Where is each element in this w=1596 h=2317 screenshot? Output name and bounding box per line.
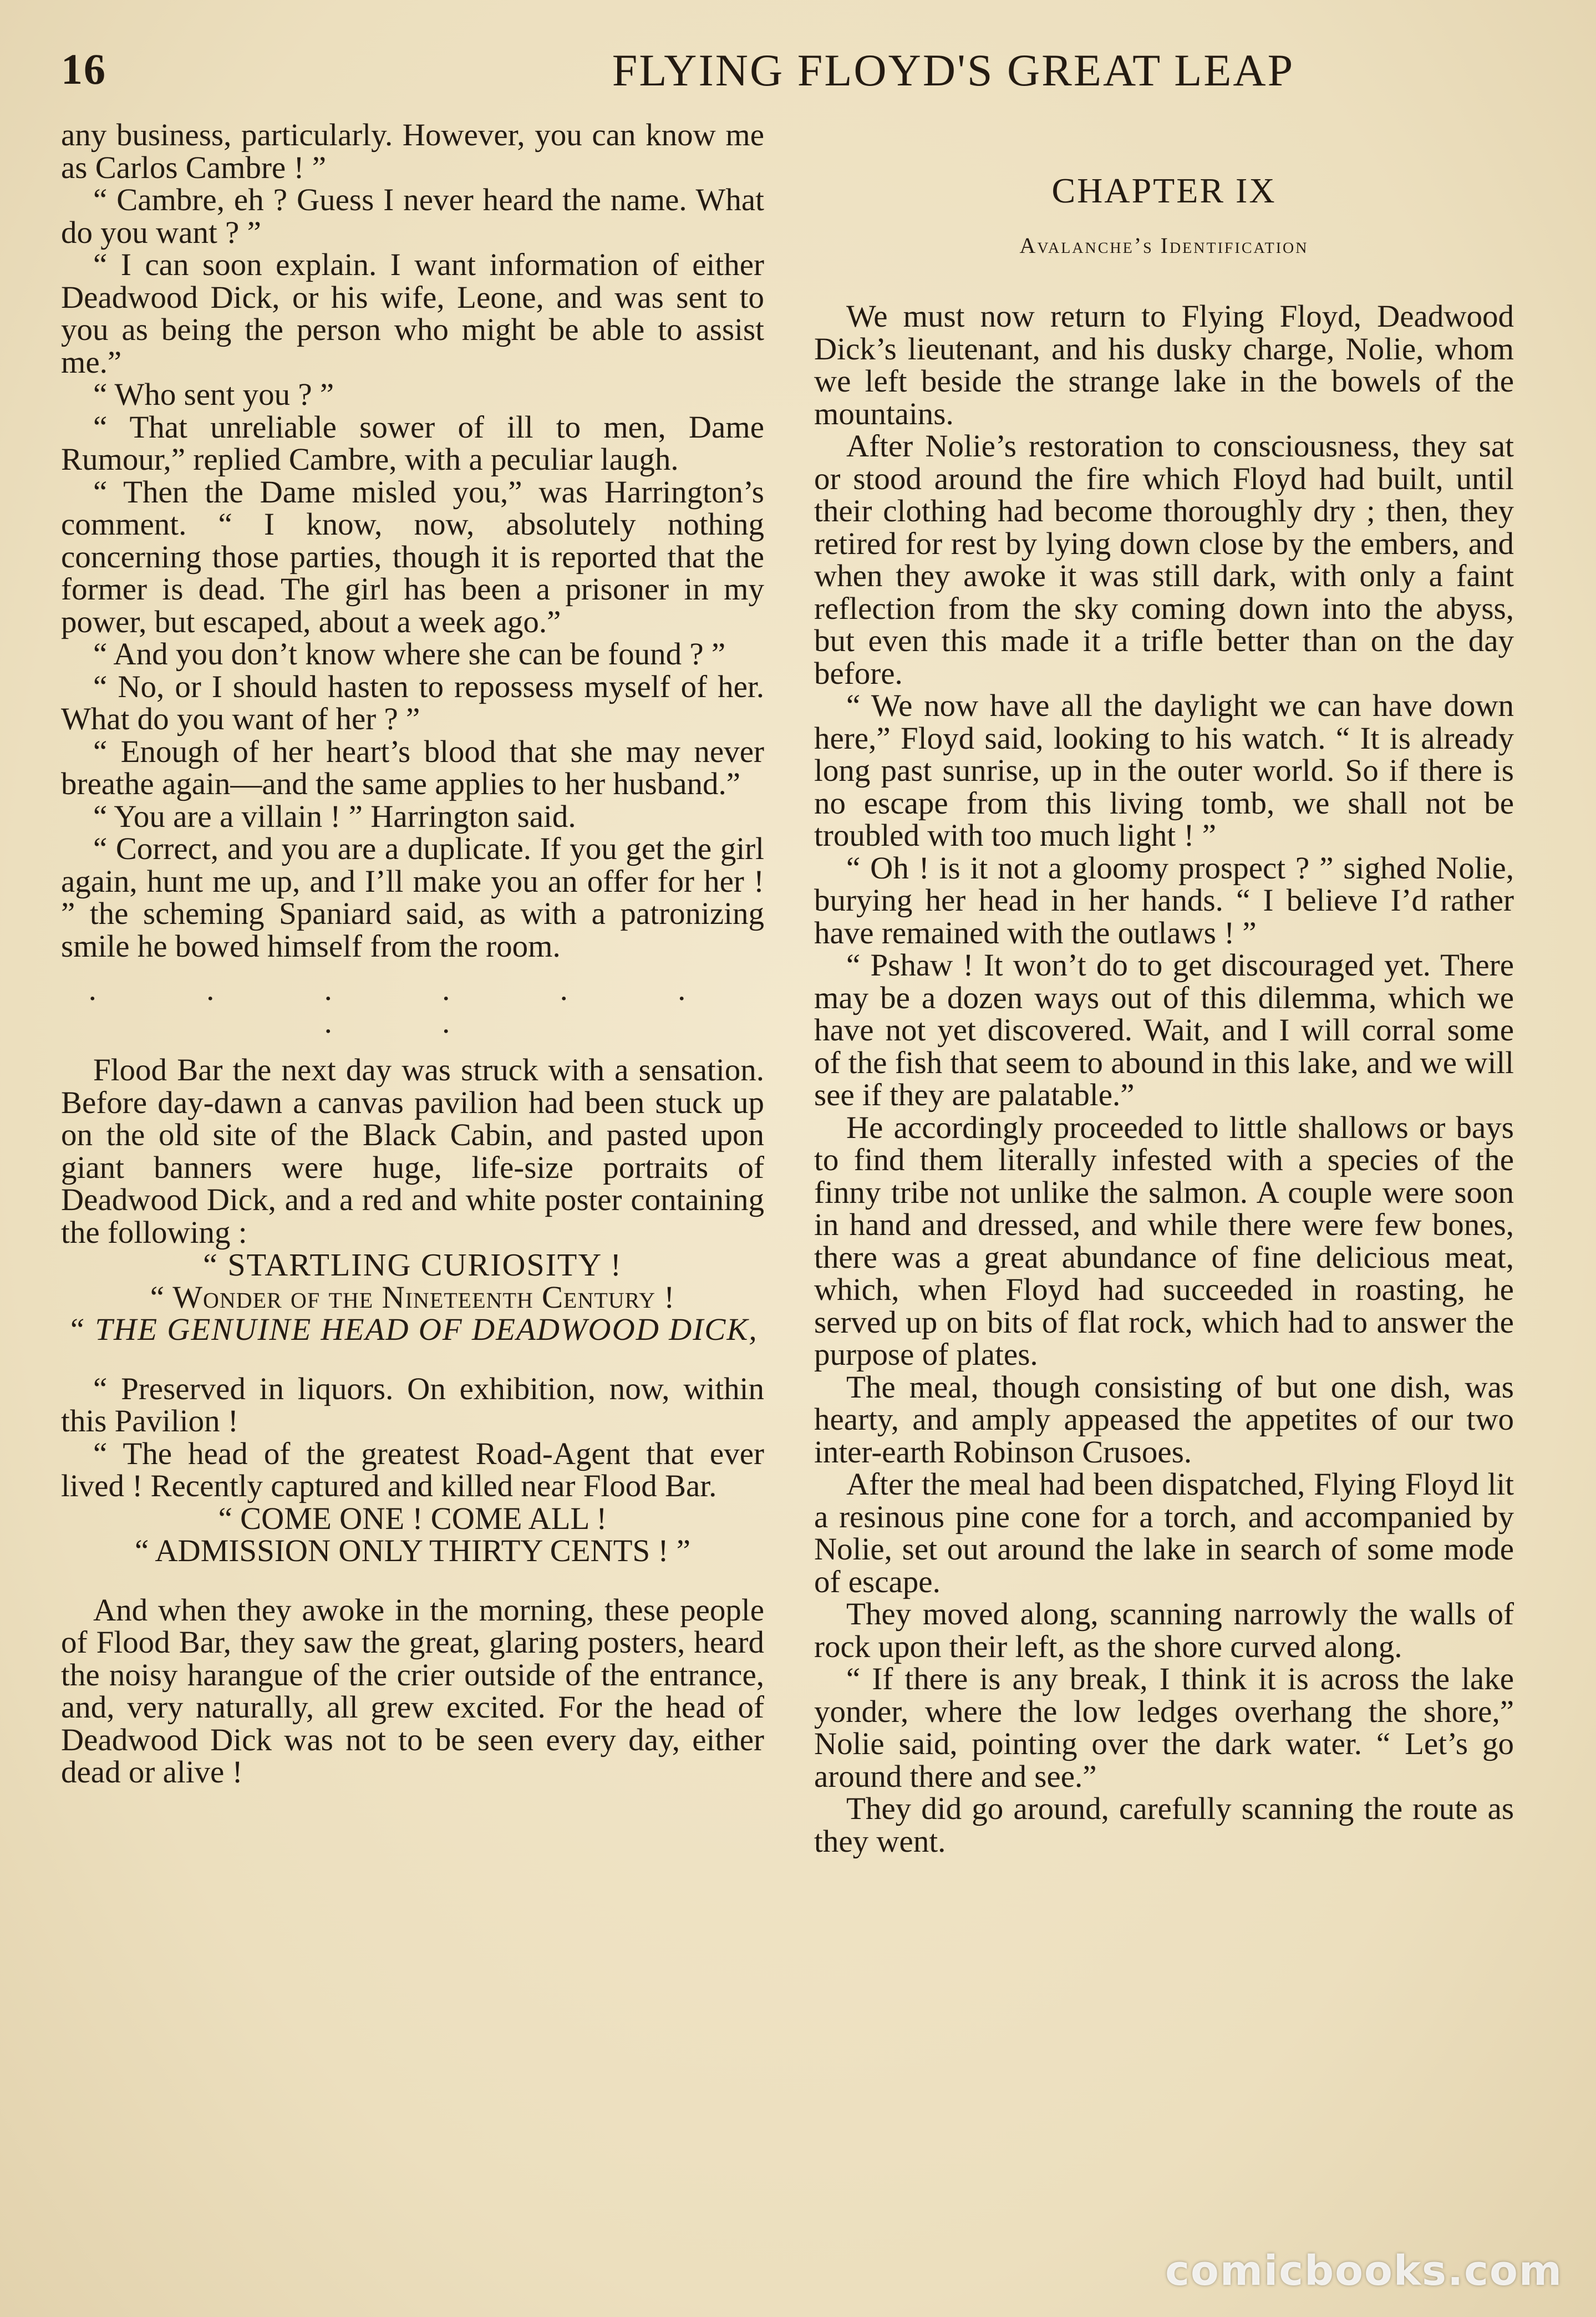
paragraph: “ Then the Dame misled you,” was Harrington’s comment. “ I know, now, absolutely nothing concerning those parties, though it is reported that the former is dead. The girl has been a prisoner in my power, but escaped, about a week ago.” <box>61 474 764 639</box>
paragraph: After Nolie’s restoration to consciousness, they sat or stood around the fire which Floyd had built, until their clothing had become thoroughly dry ; then, they retired for rest by lying down close by the embers, and when they awoke it was still dark, with only a faint reflection from the sky coming down into the abyss, but even this made it a trifle better than on the day before. <box>814 429 1514 691</box>
paragraph: “ Preserved in liquors. On exhibition, now, within this Pavilion ! <box>61 1371 764 1439</box>
chapter-title: CHAPTER IX <box>1051 171 1277 210</box>
left-column <box>61 119 764 1789</box>
paragraph: They did go around, carefully scanning the route as they went. <box>814 1791 1514 1859</box>
paragraph: “ Pshaw ! It won’t do to get discouraged yet. There may be a dozen ways out of this dilemma, which we have not yet discovered. Wait, and I will corral some of the fish that seem to abound in this lake, and we will see if they are palatable.” <box>814 948 1514 1112</box>
paragraph: Flood Bar the next day was struck with a sensation. Before day-dawn a canvas pavilion had been stuck up on the old site of the Black Cabin, and pasted upon giant banners were huge, life-size portraits of Deadwood Dick, and a red and white poster containing the following : <box>61 1053 764 1250</box>
poster-line: “ Wonder of the Nineteenth Century ! <box>150 1279 675 1315</box>
page-header <box>61 33 1535 111</box>
poster-line: “ THE GENUINE HEAD OF DEADWOOD DICK, <box>67 1312 758 1347</box>
paragraph: We must now return to Flying Floyd, Deadwood Dick’s lieutenant, and his dusky charge, Nolie, whom we left beside the strange lake in the bowels of the mountains. <box>814 299 1514 431</box>
paragraph: “ No, or I should hasten to repossess myself of her. What do you want of her ? ” <box>61 669 764 736</box>
paragraph: He accordingly proceeded to little shallows or bays to find them literally infested with a species of the finny tribe not unlike the salmon. A couple were soon in hand and dressed, and while there were few bones, there was a great abundance of fine delicious meat, which, when Floyd had succeeded in roasting, he served up on bits of flat rock, which had to answer the purpose of plates. <box>814 1110 1514 1372</box>
chapter-subtitle: Avalanche’s Identification <box>1019 232 1309 258</box>
paragraph: “ The head of the greatest Road-Agent that ever lived ! Recently captured and killed near Flood Bar. <box>61 1436 764 1503</box>
paragraph: “ Correct, and you are a duplicate. If you get the girl again, hunt me up, and I’ll make you an offer for her ! ” the scheming Spaniard said, as with a patronizing smile he bowed himself from the room. <box>61 831 764 964</box>
paragraph: “ And you don’t know where she can be found ? ” <box>93 637 726 672</box>
paragraph: “ We now have all the daylight we can have down here,” Floyd said, looking to his watch. “ It is already long past sunrise, up in the outer world. So if there is no escape from this living tomb, we shall not be troubled with too much light ! ” <box>814 688 1514 853</box>
paragraph: The meal, though consisting of but one dish, was hearty, and amply appeased the appetites of our two inter-earth Robinson Crusoes. <box>814 1369 1514 1470</box>
poster-line: “ COME ONE ! COME ALL ! <box>218 1501 607 1536</box>
paragraph: “ Who sent you ? ” <box>93 377 334 412</box>
running-title: FLYING FLOYD'S GREAT LEAP <box>612 45 1295 95</box>
watermark: comicbooks.com <box>1165 2247 1563 2295</box>
paragraph: any business, particularly. However, you can know me as Carlos Cambre ! ” <box>61 118 764 185</box>
paragraph: “ That unreliable sower of ill to men, Dame Rumour,” replied Cambre, with a peculiar laugh. <box>61 409 764 477</box>
paragraph: They moved along, scanning narrowly the walls of rock upon their left, as the shore curved along. <box>814 1597 1514 1664</box>
paragraph: “ Cambre, eh ? Guess I never heard the name. What do you want ? ” <box>61 182 764 250</box>
page-number: 16 <box>61 45 106 93</box>
paragraph: “ Oh ! is it not a gloomy prospect ? ” sighed Nolie, burying her head in her hands. “ I believe I’d rather have remained with the outlaws ! ” <box>814 850 1514 951</box>
right-column <box>814 119 1514 1858</box>
paragraph: “ If there is any break, I think it is across the lake yonder, where the low ledges overhang the shore,” Nolie said, pointing over the dark water. “ Let’s go around there and see.” <box>814 1661 1514 1794</box>
poster-line: “ STARTLING CURIOSITY ! <box>203 1247 622 1283</box>
paragraph: And when they awoke in the morning, these people of Flood Bar, they saw the great, glaring posters, heard the noisy harangue of the crier outside of the entrance, and, very naturally, all grew excited. For the head of Deadwood Dick was not to be seen every day, either dead or alive ! <box>61 1592 764 1790</box>
section-break-dots: . . . . . . . . <box>88 972 737 1040</box>
poster-line: “ ADMISSION ONLY THIRTY CENTS ! ” <box>134 1533 691 1568</box>
paragraph: “ I can soon explain. I want information of either Deadwood Dick, or his wife, Leone, and was sent to you as being the person who might be able to assist me.” <box>61 247 764 380</box>
paragraph: “ You are a villain ! ” Harrington said. <box>93 799 576 834</box>
paragraph: After the meal had been dispatched, Flying Floyd lit a resinous pine cone for a torch, and accompanied by Nolie, set out around the lake in search of some mode of escape. <box>814 1467 1514 1599</box>
paragraph: “ Enough of her heart’s blood that she may never breathe again—and the same applies to her husband.” <box>61 734 764 801</box>
